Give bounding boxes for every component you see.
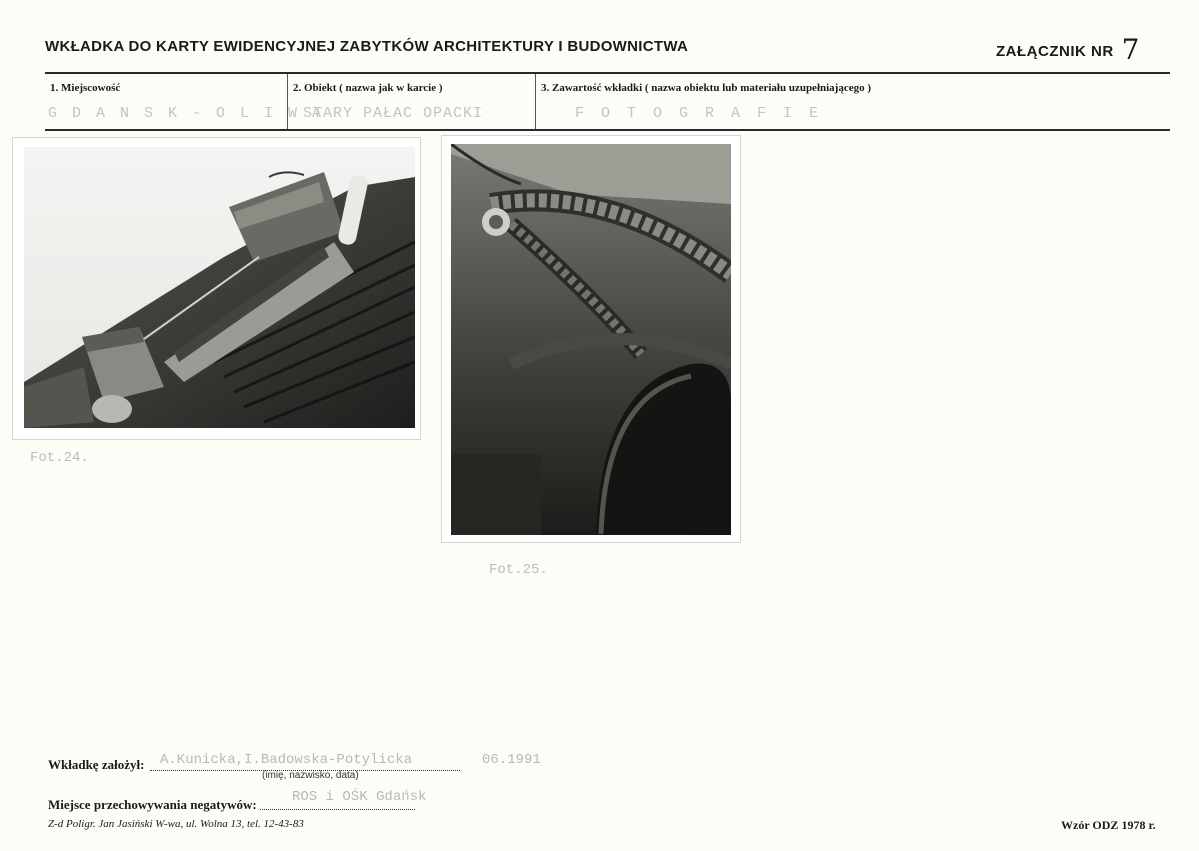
field-locality-value: G D A N S K - O L I W A bbox=[48, 105, 325, 122]
photo-caption-24: Fot.24. bbox=[30, 450, 89, 466]
photo-caption-25: Fot.25. bbox=[489, 562, 548, 578]
photo-card-24 bbox=[12, 137, 421, 440]
field-contents-label: 3. Zawartość wkładki ( nazwa obiektu lub materiału uzupełniającego ) bbox=[541, 82, 872, 94]
negatives-value: ROS i OŚK Gdańsk bbox=[292, 789, 427, 805]
founder-label: Wkładkę założył: bbox=[48, 757, 145, 772]
field-object-label: 2. Obiekt ( nazwa jak w karcie ) bbox=[293, 82, 443, 94]
field-object-value: STARY PAŁAC OPACKI bbox=[303, 105, 484, 122]
annex-label bbox=[996, 30, 1140, 66]
photo-brick-vault bbox=[451, 144, 731, 535]
column-divider bbox=[535, 74, 536, 129]
annex-text: ZAŁĄCZNIK NR bbox=[996, 43, 1114, 60]
founder-date: 06.1991 bbox=[482, 752, 541, 768]
negatives-label: Miejsce przechowywania negatywów: bbox=[48, 797, 257, 812]
field-locality-label: 1. Miejscowość bbox=[50, 82, 121, 94]
founder-hint: (imię, nazwisko, data) bbox=[262, 770, 359, 781]
annex-number: 7 bbox=[1121, 33, 1140, 66]
photo-roof-attic bbox=[24, 147, 415, 428]
photo-card-25 bbox=[441, 135, 741, 543]
printer-note: Z-d Poligr. Jan Jasiński W-wa, ul. Wolna 13, tel. 12-43-83 bbox=[48, 818, 304, 830]
form-model: Wzór ODZ 1978 r. bbox=[1061, 818, 1156, 832]
top-rule bbox=[45, 72, 1170, 74]
negatives-dotted-line bbox=[260, 808, 415, 810]
header-bottom-rule bbox=[45, 129, 1170, 131]
document-title: WKŁADKA DO KARTY EWIDENCYJNEJ ZABYTKÓW ARCHITEKTURY I BUDOWNICTWA bbox=[45, 38, 689, 55]
founder-value: A.Kunicka,I.Badowska-Potylicka bbox=[160, 752, 413, 768]
field-contents-value: F O T O G R A F I E bbox=[575, 105, 823, 122]
